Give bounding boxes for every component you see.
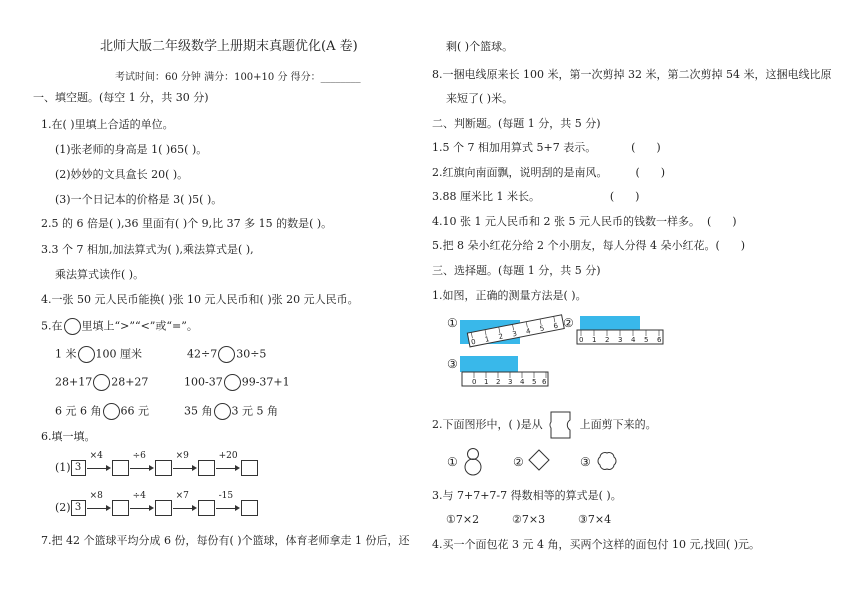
chain-start-box: 3	[71, 460, 86, 476]
choice-2	[432, 410, 657, 440]
notched-square-icon	[548, 410, 574, 440]
compare-item	[55, 403, 149, 420]
answer-box[interactable]	[198, 500, 215, 516]
cloud-shape-icon	[593, 450, 621, 472]
compare-right: 100 厘米	[95, 347, 142, 361]
chain-start-box: 3	[71, 500, 86, 516]
judge-item: 5.把 8 朵小红花分给 2 个小朋友，每人分得 4 朵小红花。( )	[432, 239, 746, 252]
compare-left: 42÷7	[187, 347, 218, 361]
ruler-icon	[460, 354, 550, 388]
number-chain-2	[55, 491, 258, 516]
chain-op: ÷4	[132, 491, 146, 501]
compare-right: 3 元 5 角	[231, 404, 278, 418]
compare-right: 28+27	[111, 375, 149, 389]
question-5-tail: 里填上“>”“<”或“=”。	[81, 319, 198, 333]
compare-left: 1 米	[55, 347, 77, 361]
arrow-right-icon	[86, 451, 112, 475]
compare-right: 30÷5	[236, 347, 267, 361]
question-8: 8.一捆电线原来长 100 米，第一次剪掉 32 米，第二次剪掉 54 米，这捆电线比原	[432, 68, 832, 81]
svg-text:1: 1	[484, 335, 491, 344]
svg-text:4: 4	[631, 336, 636, 344]
question-7: 7.把 42 个篮球平均分成 6 份，每份有( )个篮球，体育老师拿走 1 份后，还	[41, 534, 410, 547]
answer-box[interactable]	[241, 500, 258, 516]
svg-text:3: 3	[508, 378, 513, 386]
compare-item	[55, 374, 148, 391]
svg-text:3: 3	[511, 329, 518, 339]
circle-blank-icon[interactable]	[103, 403, 120, 420]
compare-item	[55, 346, 142, 363]
circle-blank-icon[interactable]	[224, 374, 241, 391]
svg-text:5: 5	[644, 336, 649, 344]
arrow-right-icon	[172, 491, 198, 515]
svg-text:5: 5	[539, 324, 546, 334]
svg-text:4: 4	[520, 378, 525, 386]
choice-2-text-tail: 上面剪下来的。	[579, 418, 657, 431]
compare-left: 100-37	[184, 375, 223, 389]
compare-right: 99-37+1	[241, 375, 290, 389]
compare-item	[187, 346, 266, 363]
page-title: 北师大版二年级数学上册期末真题优化(A 卷)	[100, 39, 358, 54]
compare-left: 6 元 6 角	[55, 404, 102, 418]
svg-text:1: 1	[592, 336, 597, 344]
svg-text:6: 6	[657, 336, 662, 344]
section3-title: 三、选择题。(每题 1 分，共 5 分)	[432, 264, 601, 277]
svg-text:0: 0	[579, 336, 584, 344]
question-5	[41, 318, 198, 335]
question-2: 2.5 的 6 倍是( ),36 里面有( )个 9,比 37 多 15 的数是( )。	[41, 217, 333, 230]
ruler-label: ②	[563, 316, 574, 330]
compare-item	[184, 374, 290, 391]
svg-text:5: 5	[532, 378, 537, 386]
shape-label: ②	[513, 455, 524, 469]
question-1: 1.在( )里填上合适的单位。	[41, 118, 174, 131]
gourd-shape-icon	[462, 446, 484, 476]
svg-text:3: 3	[618, 336, 623, 344]
compare-item	[184, 403, 278, 420]
judge-item: 4.10 张 1 元人民币和 2 张 5 元人民币的钱数一样多。 ( )	[432, 215, 737, 228]
svg-text:0: 0	[472, 378, 477, 386]
ruler-icon	[460, 314, 570, 350]
choice-3: 3.与 7+7+7-7 得数相等的算式是( )。	[432, 489, 622, 502]
chain-op: ÷6	[132, 451, 146, 461]
circle-blank-icon[interactable]	[218, 346, 235, 363]
compare-right: 66 元	[120, 404, 149, 418]
exam-info: 考试时间：60 分钟 满分：100+10 分 得分：________	[115, 72, 361, 83]
chain-label: (1)	[55, 461, 71, 474]
question-4: 4.一张 50 元人民币能换( )张 10 元人民币和( )张 20 元人民币。	[41, 293, 359, 306]
answer-box[interactable]	[112, 500, 129, 516]
question-1-3: (3)一个日记本的价格是 3( )5( )。	[55, 193, 223, 206]
svg-text:0: 0	[470, 337, 477, 347]
choice-4: 4.买一个面包花 3 元 4 角，买两个这样的面包付 10 元,找回( )元。	[432, 538, 761, 551]
svg-text:1: 1	[484, 378, 489, 386]
chain-op: ×7	[175, 491, 189, 501]
question-1-1: (1)张老师的身高是 1( )65( )。	[55, 143, 208, 156]
chain-op: ×9	[175, 451, 189, 461]
judge-item: 2.红旗向南面飘，说明刮的是南风。 ( )	[432, 166, 666, 179]
ruler-label: ③	[447, 357, 458, 371]
question-3-cont: 乘法算式读作( )。	[55, 268, 145, 281]
compare-left: 35 角	[184, 404, 213, 418]
chain-op: ×8	[89, 491, 103, 501]
choice-3-option: ③7×4	[578, 513, 612, 526]
answer-box[interactable]	[155, 500, 172, 516]
chain-op: +20	[218, 451, 238, 461]
choice-1: 1.如图，正确的测量方法是( )。	[432, 289, 587, 302]
number-chain-1	[55, 451, 258, 476]
choice-2-text: 2.下面图形中，( )是从	[432, 418, 543, 431]
svg-text:2: 2	[605, 336, 610, 344]
arrow-right-icon	[172, 451, 198, 475]
question-7-cont: 剩( )个篮球。	[446, 40, 514, 53]
section1-title: 一、填空题。(每空 1 分，共 30 分)	[33, 91, 209, 104]
answer-box[interactable]	[112, 460, 129, 476]
svg-text:2: 2	[497, 332, 504, 342]
shape-label: ③	[580, 455, 591, 469]
chain-label: (2)	[55, 501, 71, 514]
circle-blank-icon[interactable]	[78, 346, 95, 363]
judge-item: 1.5 个 7 相加用算式 5+7 表示。 ( )	[432, 141, 661, 154]
choice-3-option: ①7×2	[446, 513, 480, 526]
arrow-right-icon	[129, 491, 155, 515]
question-1-2: (2)妙妙的文具盒长 20( )。	[55, 168, 189, 181]
arrow-right-icon	[215, 451, 241, 475]
chain-op: -15	[218, 491, 234, 501]
choice-3-option: ②7×3	[512, 513, 546, 526]
chain-op: ×4	[89, 451, 103, 461]
question-3: 3.3 个 7 相加,加法算式为( ),乘法算式是( ),	[41, 243, 254, 256]
diamond-shape-icon	[527, 448, 551, 472]
question-8-cont: 来短了( )米。	[446, 92, 514, 105]
svg-text:4: 4	[525, 327, 532, 336]
ruler-label: ①	[447, 316, 458, 330]
shape-label: ①	[447, 455, 458, 469]
arrow-right-icon	[129, 451, 155, 475]
arrow-right-icon	[215, 491, 241, 515]
ruler-icon	[575, 314, 665, 346]
circle-blank-icon[interactable]	[64, 318, 81, 335]
compare-left: 28+17	[55, 375, 93, 389]
svg-text:6: 6	[552, 321, 559, 331]
circle-blank-icon[interactable]	[214, 403, 231, 420]
svg-text:6: 6	[542, 378, 547, 386]
answer-box[interactable]	[241, 460, 258, 476]
arrow-right-icon	[86, 491, 112, 515]
answer-box[interactable]	[198, 460, 215, 476]
question-5-label: 5.在	[41, 319, 63, 333]
section2-title: 二、判断题。(每题 1 分，共 5 分)	[432, 117, 601, 130]
answer-box[interactable]	[155, 460, 172, 476]
question-6: 6.填一填。	[41, 430, 96, 443]
circle-blank-icon[interactable]	[93, 374, 110, 391]
svg-text:2: 2	[496, 378, 501, 386]
judge-item: 3.88 厘米比 1 米长。 ( )	[432, 190, 640, 203]
